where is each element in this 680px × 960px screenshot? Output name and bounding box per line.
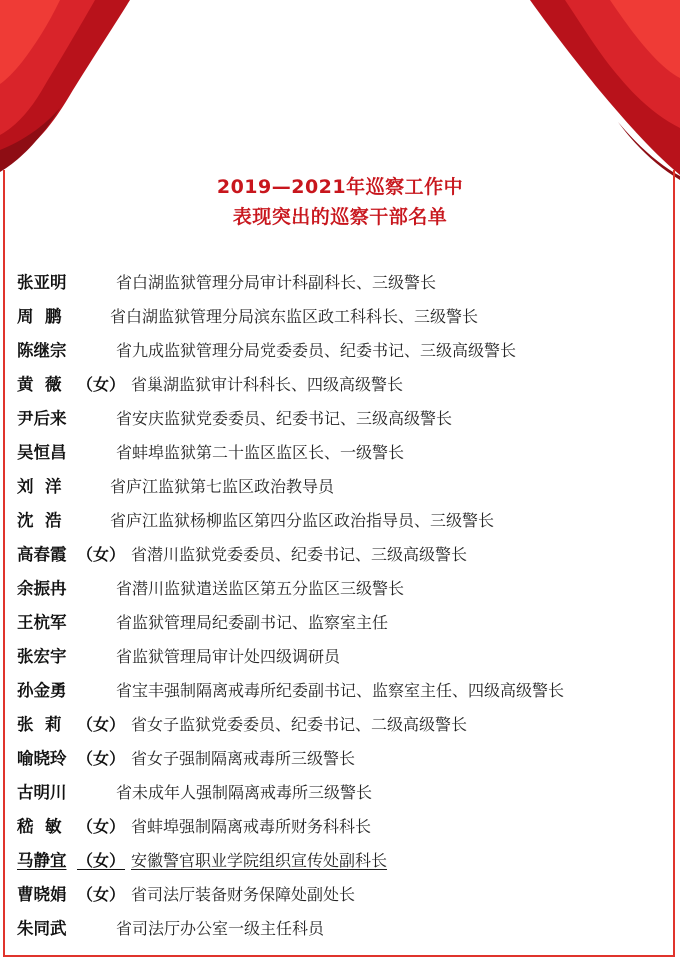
person-name: 陈继宗	[17, 341, 67, 360]
person-position: 安徽警官职业学院组织宣传处副科长	[131, 851, 388, 870]
list-item	[17, 436, 672, 470]
list-item	[17, 912, 672, 946]
person-position: 省白湖监狱管理分局滨东监区政工科科长、三级警长	[110, 307, 479, 326]
person-name: 张宏宇	[17, 647, 67, 666]
list-item	[17, 844, 672, 878]
person-position: 省九成监狱管理分局党委委员、纪委书记、三级高级警长	[116, 341, 517, 360]
list-item	[17, 402, 672, 436]
person-name: 张 莉	[17, 715, 62, 734]
person-position: 省司法厅办公室一级主任科员	[116, 919, 325, 938]
person-position: 省白湖监狱管理分局审计科副科长、三级警长	[116, 273, 437, 292]
list-item	[17, 810, 672, 844]
person-name: 古明川	[17, 783, 67, 802]
list-item	[17, 640, 672, 674]
list-item	[17, 572, 672, 606]
person-name: 余振冉	[17, 579, 67, 598]
left-curtain-decoration	[0, 0, 220, 185]
person-position: 省女子监狱党委委员、纪委书记、二级高级警长	[131, 715, 468, 734]
title-line-2: 表现突出的巡察干部名单	[232, 206, 448, 228]
person-position: 省庐江监狱杨柳监区第四分监区政治指导员、三级警长	[110, 511, 495, 530]
list-item	[17, 708, 672, 742]
right-curtain-decoration	[460, 0, 680, 185]
person-gender: （女）	[77, 715, 126, 734]
list-item	[17, 776, 672, 810]
person-gender: （女）	[77, 749, 126, 768]
title-line-1: 2019—2021年巡察工作中	[216, 176, 464, 198]
person-gender: （女）	[77, 885, 126, 904]
person-position: 省潜川监狱党委委员、纪委书记、三级高级警长	[131, 545, 468, 564]
person-name: 马静宜	[17, 851, 67, 870]
person-gender: （女）	[77, 545, 126, 564]
list-item	[17, 266, 672, 300]
person-name: 朱同武	[17, 919, 67, 938]
person-position: 省蚌埠强制隔离戒毒所财务科科长	[131, 817, 372, 836]
list-item	[17, 742, 672, 776]
person-name: 黄 薇	[17, 375, 62, 394]
person-position: 省庐江监狱第七监区政治教导员	[110, 477, 335, 496]
list-item	[17, 334, 672, 368]
list-item	[17, 674, 672, 708]
person-position: 省蚌埠监狱第二十监区监区长、一级警长	[116, 443, 405, 462]
person-name: 刘 洋	[17, 477, 62, 496]
person-position: 省宝丰强制隔离戒毒所纪委副书记、监察室主任、四级高级警长	[116, 681, 565, 700]
person-name: 王杭军	[17, 613, 67, 632]
person-position: 省女子强制隔离戒毒所三级警长	[131, 749, 356, 768]
list-item	[17, 470, 672, 504]
person-name: 张亚明	[17, 273, 67, 292]
person-name: 嵇 敏	[17, 817, 62, 836]
person-name: 喻晓玲	[17, 749, 67, 768]
person-name: 尹后来	[17, 409, 67, 428]
person-name: 高春霞	[17, 545, 67, 564]
person-name: 曹晓娟	[17, 885, 67, 904]
person-position: 省安庆监狱党委委员、纪委书记、三级高级警长	[116, 409, 453, 428]
person-position: 省潜川监狱遣送监区第五分监区三级警长	[116, 579, 405, 598]
list-item	[17, 606, 672, 640]
list-item	[17, 538, 672, 572]
person-position: 省巢湖监狱审计科科长、四级高级警长	[131, 375, 404, 394]
list-item	[17, 878, 672, 912]
person-name: 吴恒昌	[17, 443, 67, 462]
person-gender: （女）	[77, 375, 126, 394]
list-item	[17, 368, 672, 402]
list-item	[17, 300, 672, 334]
person-name: 孙金勇	[17, 681, 67, 700]
cadre-list	[17, 266, 672, 946]
person-name: 沈 浩	[17, 511, 62, 530]
person-gender: （女）	[77, 817, 126, 836]
person-position: 省司法厅装备财务保障处副处长	[131, 885, 356, 904]
person-gender: （女）	[77, 851, 126, 870]
page-title	[0, 172, 680, 232]
person-position: 省监狱管理局纪委副书记、监察室主任	[116, 613, 389, 632]
person-name: 周 鹏	[17, 307, 62, 326]
list-item	[17, 504, 672, 538]
person-position: 省监狱管理局审计处四级调研员	[116, 647, 341, 666]
person-position: 省未成年人强制隔离戒毒所三级警长	[116, 783, 373, 802]
